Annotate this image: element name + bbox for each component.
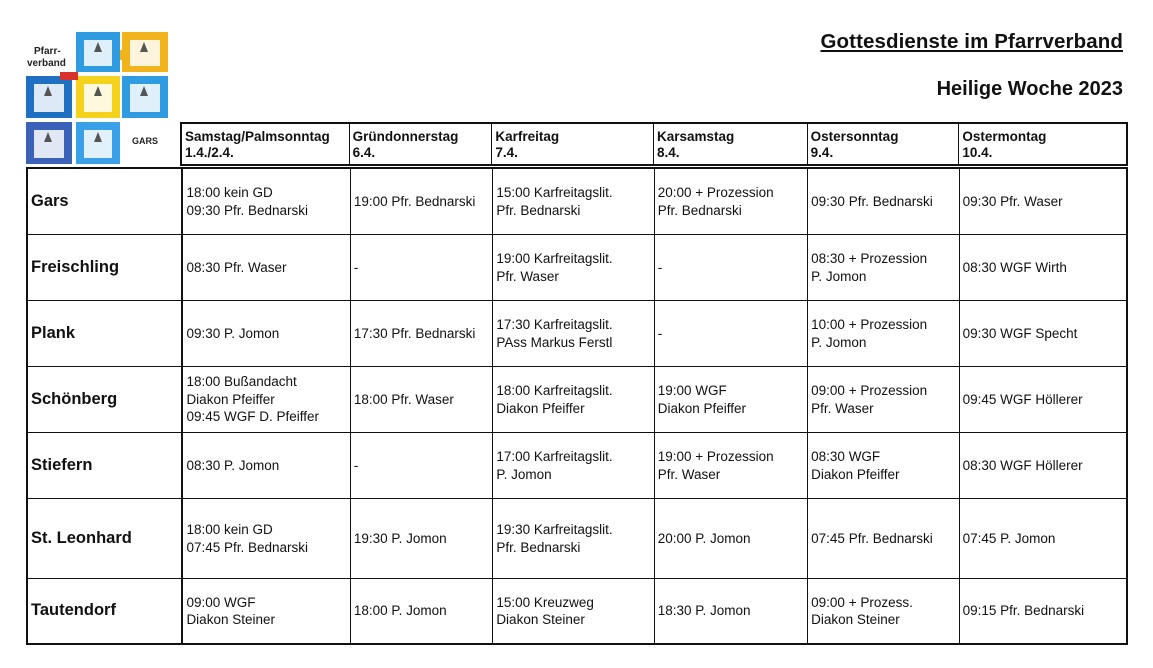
service-cell: 15:00 Karfreitagslit. Pfr. Bednarski: [493, 169, 654, 234]
service-cell: 08:30 + Prozession P. Jomon: [808, 235, 959, 300]
service-cell: 18:00 Bußandacht Diakon Pfeiffer 09:45 WGF D. Pfeiffer: [183, 367, 350, 432]
column-date: 1.4./2.4.: [185, 145, 234, 160]
schedule-table: [26, 167, 1128, 645]
service-cell: 19:00 Karfreitagslit. Pfr. Waser: [493, 235, 654, 300]
column-day: Karfreitag: [495, 129, 560, 144]
column-date: 6.4.: [352, 145, 376, 160]
service-cell: 07:45 P. Jomon: [962, 530, 1056, 546]
service-cell: 09:15 Pfr. Bednarski: [962, 603, 1085, 619]
table-row: [28, 499, 1126, 579]
place-name: St. Leonhard: [28, 499, 183, 578]
column-day: Karsamstag: [657, 129, 735, 144]
service-cell: 09:45 WGF Höllerer: [962, 391, 1083, 407]
logo-text-line1: Pfarr-: [34, 46, 61, 57]
service-cell: 07:45 Pfr. Bednarski: [808, 499, 959, 578]
service-cell: -: [655, 301, 808, 366]
table-row: [28, 169, 1126, 235]
place-name: Gars: [28, 169, 183, 234]
column-day: Samstag/Palmsonntag: [185, 129, 330, 144]
service-cell: 18:00 Karfreitagslit. Diakon Pfeiffer: [493, 367, 654, 432]
service-cell: -: [655, 235, 808, 300]
place-name: Stiefern: [28, 433, 183, 498]
service-cell: 09:30 P. Jomon: [183, 301, 350, 366]
column-header: [808, 124, 960, 164]
column-day: Gründonnerstag: [352, 129, 459, 144]
service-cell: 19:00 + Prozession Pfr. Waser: [655, 433, 808, 498]
page-title: Gottesdienste im Pfarrverband: [820, 30, 1123, 53]
service-cell: 18:00 kein GD 07:45 Pfr. Bednarski: [183, 499, 350, 578]
service-cell: 19:30 P. Jomon: [351, 499, 493, 578]
service-cell: 09:00 WGF Diakon Steiner: [183, 579, 350, 643]
column-header: [959, 124, 1126, 164]
column-date: 10.4.: [962, 145, 993, 160]
service-cell: 15:00 Kreuzweg Diakon Steiner: [493, 579, 654, 643]
service-cell: 19:00 WGF Diakon Pfeiffer: [655, 367, 808, 432]
service-cell: 17:00 Karfreitagslit. P. Jomon: [493, 433, 654, 498]
column-date: 7.4.: [495, 145, 518, 160]
service-cell: 17:30 Karfreitagslit. PAss Markus Ferstl: [493, 301, 654, 366]
parish-association-logo: [24, 30, 176, 166]
column-day: Ostersonntag: [810, 129, 899, 144]
service-cell: 19:00 Pfr. Bednarski: [351, 169, 493, 234]
table-row: [28, 235, 1126, 301]
service-cell: 08:30 WGF Wirth: [962, 259, 1067, 275]
schedule-header: [180, 122, 1128, 166]
table-row: [28, 433, 1126, 499]
service-cell: 08:30 WGF Diakon Pfeiffer: [808, 433, 959, 498]
service-cell: 18:00 kein GD 09:30 Pfr. Bednarski: [183, 169, 350, 234]
service-cell: 18:30 P. Jomon: [655, 579, 808, 643]
place-name: Plank: [28, 301, 183, 366]
service-cell: 20:00 P. Jomon: [655, 499, 808, 578]
service-cell: 17:30 Pfr. Bednarski: [351, 301, 493, 366]
column-header: [182, 124, 350, 164]
place-name: Tautendorf: [28, 579, 183, 643]
service-cell: 18:00 Pfr. Waser: [351, 367, 493, 432]
column-date: 8.4.: [657, 145, 680, 160]
service-cell: 09:30 Pfr. Bednarski: [808, 169, 959, 234]
service-cell: 08:30 P. Jomon: [183, 433, 350, 498]
service-cell: 20:00 + Prozession Pfr. Bednarski: [655, 169, 808, 234]
service-cell: 09:30 WGF Specht: [962, 325, 1078, 341]
service-cell: 08:30 WGF Höllerer: [962, 457, 1083, 473]
service-cell: 10:00 + Prozession P. Jomon: [808, 301, 959, 366]
column-header: [350, 124, 493, 164]
service-cell: 09:30 Pfr. Waser: [962, 193, 1063, 209]
table-row: [28, 579, 1126, 643]
column-header: [654, 124, 808, 164]
service-cell: 18:00 P. Jomon: [351, 579, 493, 643]
service-cell: 19:30 Karfreitagslit. Pfr. Bednarski: [493, 499, 654, 578]
column-header: [492, 124, 654, 164]
column-day: Ostermontag: [962, 129, 1047, 144]
column-date: 9.4.: [810, 145, 834, 160]
logo-badge: GARS: [132, 136, 159, 146]
service-cell: 09:00 + Prozession Pfr. Waser: [808, 367, 959, 432]
logo-text-line2: verband: [27, 58, 66, 69]
service-cell: 08:30 Pfr. Waser: [183, 235, 350, 300]
place-name: Schönberg: [28, 367, 183, 432]
service-cell: 09:00 + Prozess. Diakon Steiner: [808, 579, 959, 643]
service-cell: -: [351, 433, 493, 498]
page-subtitle: Heilige Woche 2023: [936, 78, 1123, 100]
table-row: [28, 367, 1126, 433]
service-cell: -: [351, 235, 493, 300]
table-row: [28, 301, 1126, 367]
place-name: Freischling: [28, 235, 183, 300]
